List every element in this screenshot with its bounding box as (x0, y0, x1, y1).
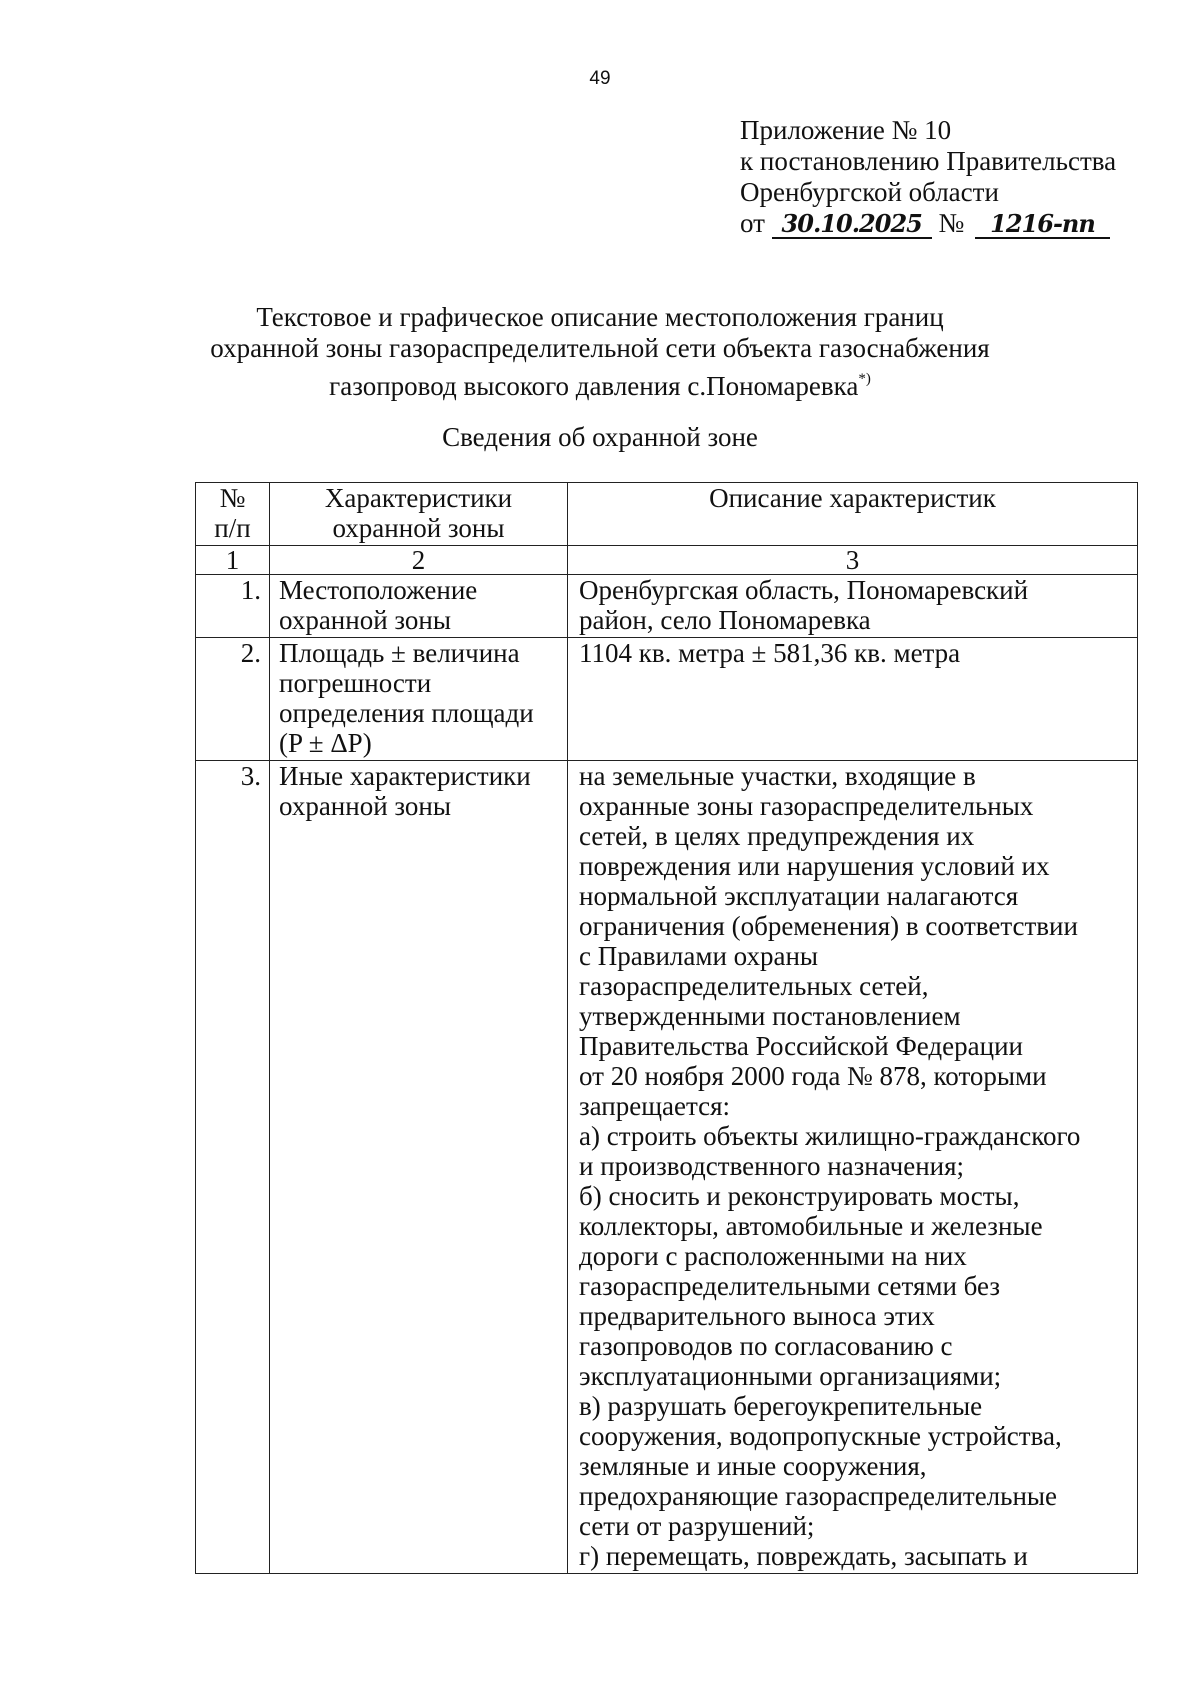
table-row (196, 575, 1138, 638)
description-line: б) сносить и реконструировать мосты, (579, 1181, 1020, 1211)
column-index: 3 (568, 546, 1138, 575)
header-num (196, 483, 270, 546)
appendix-date-line (740, 208, 1116, 239)
description-line: сетей, в целях предупреждения их (579, 821, 975, 851)
appendix-title: Приложение № 10 (740, 115, 952, 145)
description-line: газораспределительных сетей, (579, 971, 929, 1001)
characteristic-line: (P ± ΔP) (279, 728, 372, 758)
description-line: повреждения или нарушения условий их (579, 851, 1050, 881)
description-line: предохраняющие газораспределительные (579, 1481, 1058, 1511)
row-number: 1. (196, 575, 270, 638)
row-characteristic (270, 761, 568, 1574)
description-line: газопроводов по согласованию с (579, 1331, 953, 1361)
row-description (568, 575, 1138, 638)
description-line: в) разрушать берегоукрепительные (579, 1391, 983, 1421)
document-heading (0, 302, 1200, 402)
description-line: г) перемещать, повреждать, засыпать и (579, 1541, 1028, 1571)
characteristic-line: погрешности (279, 668, 432, 698)
heading-line-3-text: газопровод высокого давления с.Пономаревка (329, 371, 859, 401)
description-line: предварительного выноса этих (579, 1301, 935, 1331)
number-sign: № (938, 208, 965, 238)
appendix-decree-line: к постановлению Правительства (740, 146, 1117, 176)
description-line: от 20 ноября 2000 года № 878, которыми (579, 1061, 1047, 1091)
characteristic-line: охранной зоны (279, 605, 452, 635)
header-characteristic (270, 483, 568, 546)
row-description (568, 761, 1138, 1574)
header-num-line: № (219, 483, 246, 513)
heading-line-1: Текстовое и графическое описание местоположения границ (256, 302, 944, 332)
description-line: запрещается: (579, 1091, 731, 1121)
description-line: Оренбургская область, Пономаревский (579, 575, 1029, 605)
row-characteristic (270, 575, 568, 638)
row-number: 2. (196, 638, 270, 761)
description-line: 1104 кв. метра ± 581,36 кв. метра (579, 638, 961, 668)
characteristic-line: Иные характеристики (279, 761, 531, 791)
page-number: 49 (589, 68, 611, 89)
description-line: ограничения (обременения) в соответствии (579, 911, 1078, 941)
header-num-line: п/п (214, 513, 251, 543)
handwritten-date: 30.10.2025 (772, 211, 932, 239)
date-prefix: от (740, 208, 765, 238)
row-number: 3. (196, 761, 270, 1574)
header-characteristic-line: охранной зоны (332, 513, 505, 543)
row-description (568, 638, 1138, 761)
description-line: и производственного назначения; (579, 1151, 965, 1181)
description-line: утвержденными постановлением (579, 1001, 961, 1031)
description-line: на земельные участки, входящие в (579, 761, 976, 791)
characteristic-line: Площадь ± величина (279, 638, 520, 668)
table-row (196, 761, 1138, 1574)
heading-line-3 (0, 364, 1200, 402)
description-line: дороги с расположенными на них (579, 1241, 967, 1271)
heading-line-2: охранной зоны газораспределительной сети объекта газоснабжения (210, 333, 990, 363)
handwritten-number: 1216-пп (975, 211, 1110, 239)
characteristic-line: Местоположение (279, 575, 478, 605)
description-line: Правительства Российской Федерации (579, 1031, 1023, 1061)
description-line: газораспределительными сетями без (579, 1271, 1001, 1301)
characteristic-line: определения площади (279, 698, 534, 728)
description-line: земляные и иные сооружения, (579, 1451, 927, 1481)
description-line: сооружения, водопропускные устройства, (579, 1421, 1062, 1451)
footnote-mark: *) (858, 371, 871, 387)
table-row (196, 638, 1138, 761)
row-characteristic (270, 638, 568, 761)
characteristic-line: охранной зоны (279, 791, 452, 821)
protection-zone-table (195, 482, 1138, 1574)
header-characteristic-line: Характеристики (324, 483, 513, 513)
description-line: а) строить объекты жилищно-гражданского (579, 1121, 1081, 1151)
description-line: нормальной эксплуатации налагаются (579, 881, 1019, 911)
description-line: коллекторы, автомобильные и железные (579, 1211, 1043, 1241)
column-index: 2 (270, 546, 568, 575)
description-line: охранные зоны газораспределительных (579, 791, 1034, 821)
column-index: 1 (196, 546, 270, 575)
appendix-block (740, 115, 1116, 239)
description-line: сети от разрушений; (579, 1511, 815, 1541)
description-line: с Правилами охраны (579, 941, 819, 971)
appendix-region-line: Оренбургской области (740, 177, 999, 207)
header-description: Описание характеристик (568, 483, 1138, 546)
section-title: Сведения об охранной зоне (442, 422, 758, 452)
column-index-row (196, 546, 1138, 575)
description-line: эксплуатационными организациями; (579, 1361, 1002, 1391)
table-header-row (196, 483, 1138, 546)
description-line: район, село Пономаревка (579, 605, 871, 635)
